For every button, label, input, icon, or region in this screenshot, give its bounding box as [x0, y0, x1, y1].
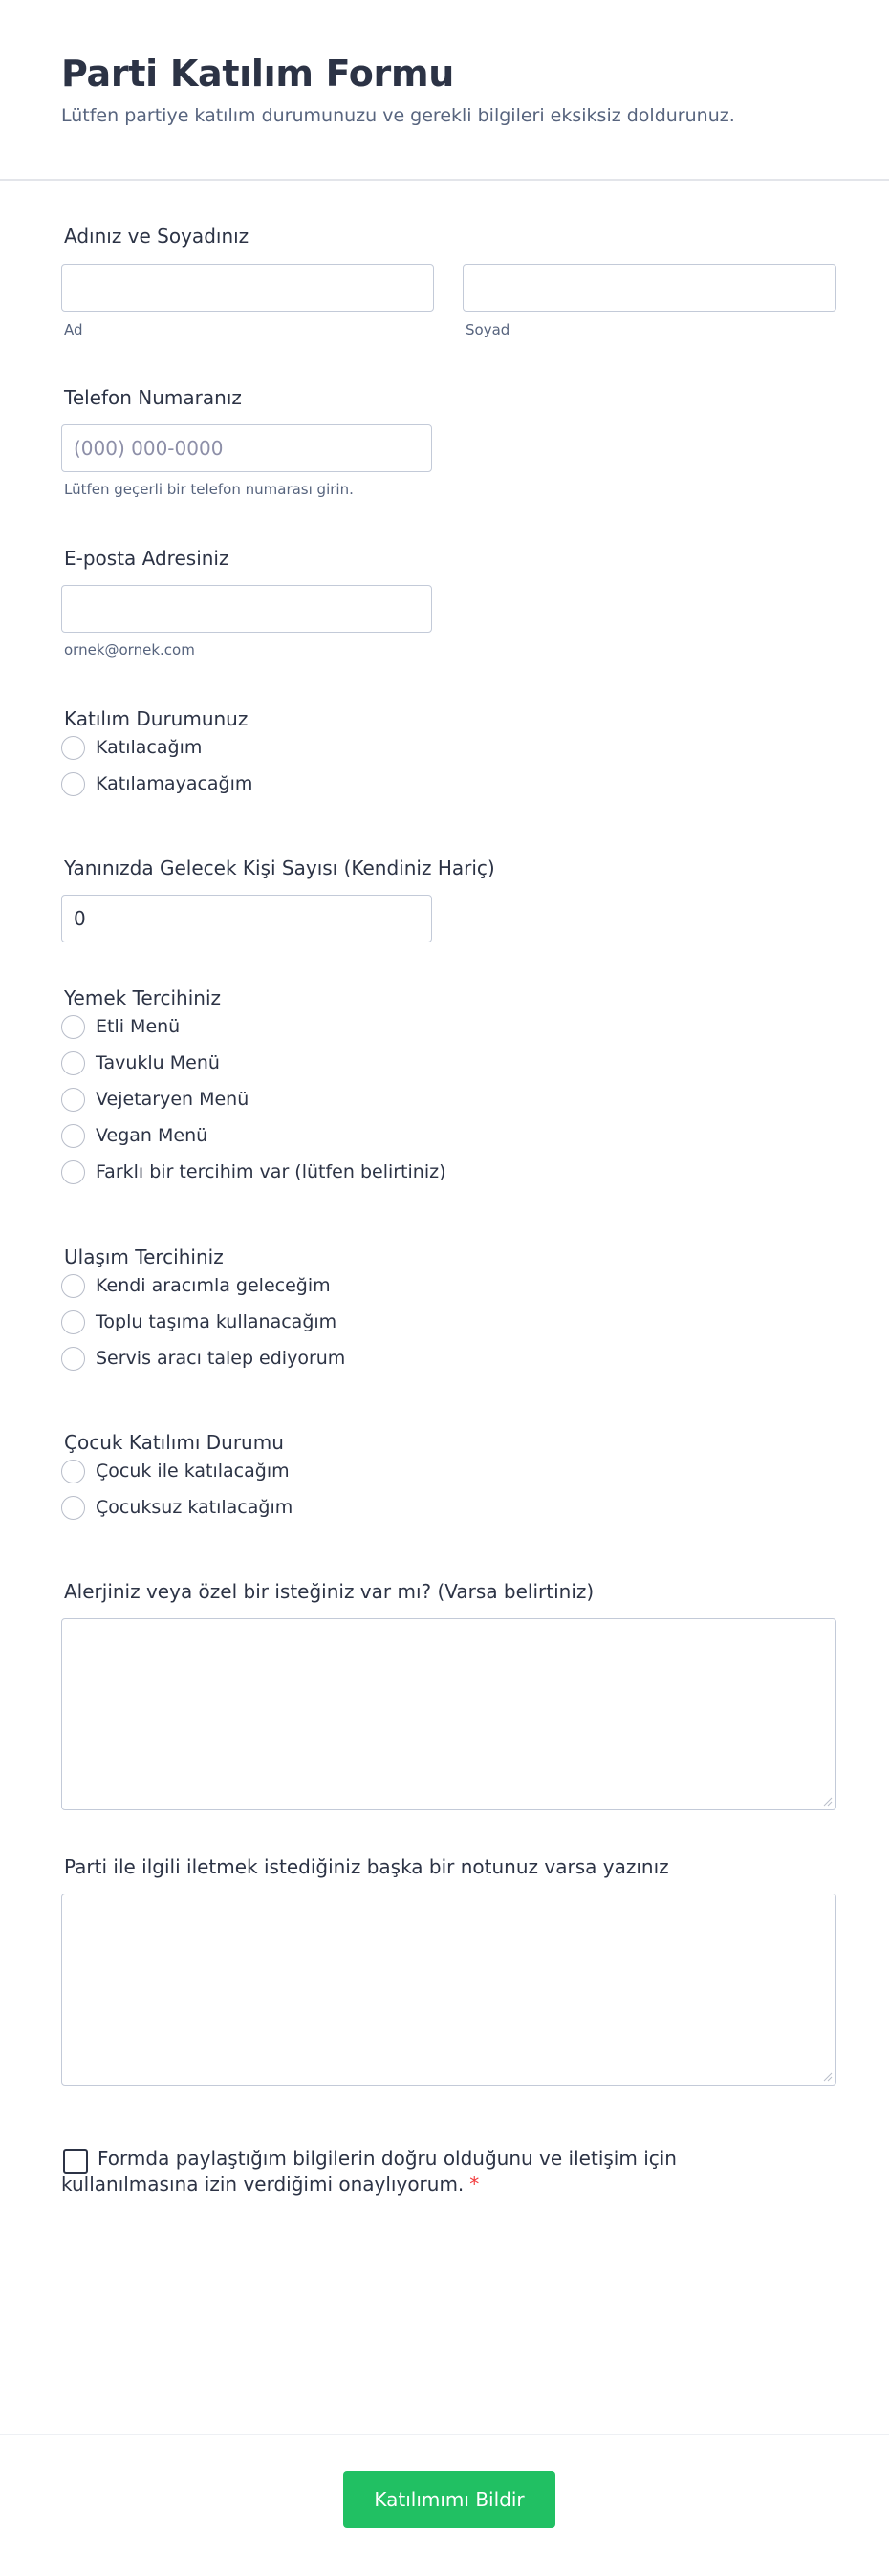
transport-option-shuttle[interactable]	[61, 1344, 345, 1373]
required-mark: *	[469, 2173, 480, 2196]
children-label: Çocuk Katılımı Durumu	[64, 1431, 284, 1454]
radio-button[interactable]	[61, 1160, 85, 1184]
radio-button[interactable]	[61, 1051, 85, 1075]
form-title: Parti Katılım Formu	[61, 53, 455, 95]
first-name-input[interactable]	[61, 264, 434, 312]
form-header	[0, 0, 889, 181]
last-name-sublabel: Soyad	[466, 321, 510, 338]
phone-input[interactable]	[61, 424, 432, 472]
radio-button[interactable]	[61, 1015, 85, 1039]
guests-label: Yanınızda Gelecek Kişi Sayısı (Kendiniz Hariç)	[64, 856, 495, 879]
food-option-meat[interactable]	[61, 1012, 180, 1041]
food-label: Yemek Tercihiniz	[64, 986, 222, 1009]
submit-button[interactable]: Katılımımı Bildir	[343, 2471, 555, 2528]
allergy-label: Alerjiniz veya özel bir isteğiniz var mı? (Varsa belirtiniz)	[64, 1580, 595, 1603]
food-option-vegan[interactable]	[61, 1121, 207, 1150]
consent-text-line1: Formda paylaştığım bilgilerin doğru olduğunu ve iletişim için	[98, 2147, 677, 2170]
attendance-option-attending[interactable]	[61, 733, 202, 762]
radio-button[interactable]	[61, 1347, 85, 1371]
radio-label: Kendi aracımla geleceğim	[96, 1275, 331, 1296]
food-option-vegetarian[interactable]	[61, 1085, 249, 1114]
email-input[interactable]	[61, 585, 432, 633]
radio-label: Katılamayacağım	[96, 773, 253, 794]
children-option-without[interactable]	[61, 1493, 293, 1522]
phone-sublabel: Lütfen geçerli bir telefon numarası girin.	[64, 481, 354, 498]
radio-label: Vejetaryen Menü	[96, 1089, 249, 1110]
attendance-label: Katılım Durumunuz	[64, 707, 249, 730]
radio-button[interactable]	[61, 1496, 85, 1520]
consent-checkbox[interactable]	[63, 2149, 88, 2174]
transport-label: Ulaşım Tercihiniz	[64, 1245, 224, 1268]
radio-label: Servis aracı talep ediyorum	[96, 1348, 346, 1369]
radio-button[interactable]	[61, 1088, 85, 1112]
form-footer	[0, 2434, 889, 2576]
food-option-chicken[interactable]	[61, 1049, 220, 1077]
email-label: E-posta Adresiniz	[64, 547, 229, 570]
radio-label: Çocuksuz katılacağım	[96, 1497, 293, 1518]
name-label: Adınız ve Soyadınız	[64, 225, 249, 248]
transport-option-public[interactable]	[61, 1308, 336, 1336]
allergy-textarea[interactable]	[61, 1618, 836, 1810]
radio-button[interactable]	[61, 736, 85, 760]
radio-button[interactable]	[61, 1124, 85, 1148]
radio-label: Tavuklu Menü	[96, 1052, 220, 1073]
radio-label: Farklı bir tercihim var (lütfen belirtiniz)	[96, 1161, 446, 1182]
guests-input[interactable]	[61, 895, 432, 942]
radio-label: Toplu taşıma kullanacağım	[96, 1311, 337, 1332]
food-option-other[interactable]	[61, 1158, 446, 1186]
email-sublabel: ornek@ornek.com	[64, 641, 195, 659]
radio-button[interactable]	[61, 1460, 85, 1483]
notes-label: Parti ile ilgili iletmek istediğiniz başka bir notunuz varsa yazınız	[64, 1855, 669, 1878]
resize-grip-icon[interactable]	[823, 2072, 833, 2082]
radio-button[interactable]	[61, 1274, 85, 1298]
consent-text-line2	[61, 2172, 479, 2197]
radio-label: Katılacağım	[96, 737, 203, 758]
radio-label: Vegan Menü	[96, 1125, 208, 1146]
first-name-sublabel: Ad	[64, 321, 83, 338]
radio-label: Çocuk ile katılacağım	[96, 1461, 290, 1482]
transport-option-own-car[interactable]	[61, 1271, 331, 1300]
form-description: Lütfen partiye katılım durumunuzu ve gerekli bilgileri eksiksiz doldurunuz.	[61, 105, 735, 126]
attendance-option-not-attending[interactable]	[61, 769, 252, 798]
last-name-input[interactable]	[463, 264, 836, 312]
phone-label: Telefon Numaranız	[64, 386, 242, 409]
notes-textarea[interactable]	[61, 1894, 836, 2086]
resize-grip-icon[interactable]	[823, 1797, 833, 1807]
radio-label: Etli Menü	[96, 1016, 181, 1037]
children-option-with[interactable]	[61, 1457, 290, 1485]
consent-text: kullanılmasına izin verdiğimi onaylıyorum.	[61, 2173, 465, 2196]
radio-button[interactable]	[61, 772, 85, 796]
radio-button[interactable]	[61, 1310, 85, 1334]
